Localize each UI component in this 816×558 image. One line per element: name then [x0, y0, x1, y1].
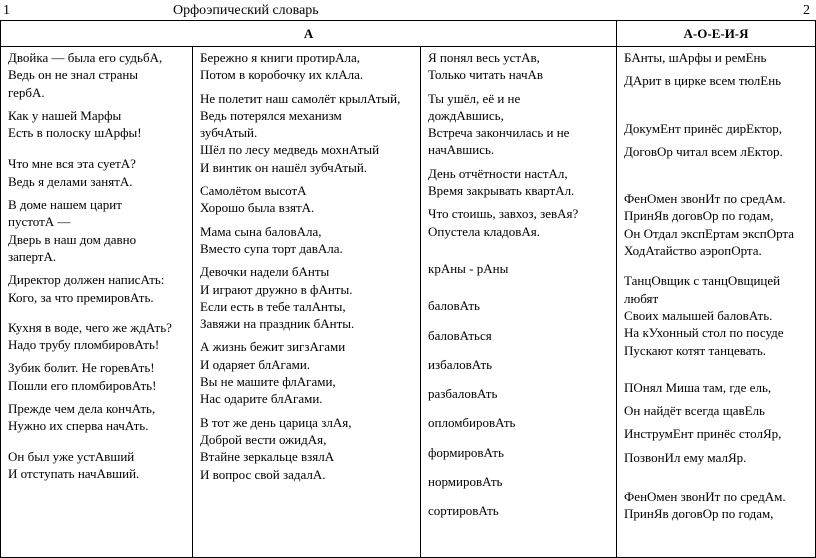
verse-line: Втайне зеркальце взялА — [200, 449, 335, 465]
verse-block — [8, 359, 192, 394]
verse-line: Есть в полоску шАрфы! — [8, 125, 142, 141]
verse-block — [624, 120, 815, 137]
verse-block — [624, 425, 815, 442]
verse-line: ТанцОвщик с танцОвщицей — [624, 273, 781, 289]
verse-block — [624, 143, 815, 160]
verse-line: Пускают котят танцевать. — [624, 342, 767, 358]
verse-line: избаловАть — [428, 356, 493, 372]
verse-line: ДокумЕнт принёс дирЕктор, — [624, 120, 782, 136]
verse-line: разбаловАть — [428, 386, 498, 402]
verse-block — [8, 196, 192, 265]
verse-block — [428, 90, 616, 159]
verse-block — [200, 414, 420, 483]
verse-line: Встреча закончилась и не — [428, 125, 570, 141]
verse-line: И играют дружно в фАнты. — [200, 281, 353, 297]
verse-line: Он Отдал экспЕртам экспОрта — [624, 225, 795, 241]
verse-line: Время закрывать квартАл. — [428, 183, 575, 199]
verse-line: ДАрит в цирке всем тюлЕнь — [624, 73, 782, 89]
verse-line: запертА. — [8, 248, 57, 264]
verse-line: ИнструмЕнт принёс столЯр, — [624, 426, 782, 442]
table-cell-col-2 — [193, 47, 421, 558]
verse-line: Кого, за что премировАть. — [8, 289, 154, 305]
column-3 — [428, 47, 616, 557]
verse-line: пустотА — — [8, 214, 71, 230]
verse-block — [428, 385, 616, 402]
verse-block — [200, 338, 420, 407]
verse-line: гербА. — [8, 84, 45, 100]
verse-line: Только читать начАв — [428, 67, 544, 83]
verse-line: В тот же день царица злАя, — [200, 414, 352, 430]
verse-block — [428, 260, 616, 277]
verse-line: дождАвшись, — [428, 107, 504, 123]
verse-line: формировАть — [428, 444, 504, 460]
verse-line: ФенОмен звонИт по средАм. — [624, 489, 786, 505]
page-number-right: 2 — [803, 3, 810, 18]
verse-line: Как у нашей Марфы — [8, 107, 122, 123]
verse-line: Я понял весь устАв, — [428, 50, 540, 65]
document-title: Орфоэпический словарь — [173, 3, 319, 18]
verse-block — [8, 155, 192, 190]
verse-line: Ведь я делами занятА. — [8, 173, 133, 189]
verse-line: Хорошо была взятА. — [200, 200, 315, 216]
verse-line: начАвшись. — [428, 142, 495, 158]
column-1 — [8, 47, 192, 557]
verse-line: Нас одарите блАгами. — [200, 391, 323, 407]
verse-line: И винтик он нашёл зубчАтый. — [200, 159, 368, 175]
verse-block — [428, 165, 616, 200]
verse-line: Он был уже устАвший — [8, 448, 135, 464]
verse-line: Шёл по лесу медведь мохнАтый — [200, 142, 380, 158]
verse-line: Мама сына баловАла, — [200, 223, 322, 239]
verse-block — [200, 49, 420, 84]
verse-line: Двойка — была его судьбА, — [8, 50, 163, 65]
verse-block — [8, 271, 192, 306]
verse-line: И вопрос свой задалА. — [200, 466, 326, 482]
verse-line: Ведь он не знал страны — [8, 67, 139, 83]
verse-line: Ведь потерялся механизм — [200, 107, 342, 123]
verse-block — [624, 449, 815, 466]
table-cell-col-1 — [1, 47, 193, 558]
verse-block — [624, 49, 815, 66]
verse-line: Нужно их сперва начАть. — [8, 418, 149, 434]
verse-block — [428, 502, 616, 519]
verse-line: И одаряет блАгами. — [200, 356, 311, 372]
verse-line: Надо трубу пломбировАть! — [8, 337, 160, 353]
verse-block — [428, 473, 616, 490]
verse-line: Бережно я книги протирАла, — [200, 50, 361, 65]
verse-line: Зубик болит. Не горевАть! — [8, 360, 155, 376]
verse-block — [200, 223, 420, 258]
table-header-a: А — [1, 21, 617, 47]
verse-block — [428, 49, 616, 84]
verse-line: Вместо супа торт давАла. — [200, 240, 343, 256]
verse-line: На кУхонный стол по посуде — [624, 325, 784, 341]
verse-block — [8, 107, 192, 142]
verse-block — [624, 488, 815, 523]
verse-line: Дверь в наш дом давно — [8, 231, 137, 247]
verse-block — [8, 400, 192, 435]
verse-line: крАны - рАны — [428, 260, 509, 276]
verse-line: Директор должен написАть: — [8, 272, 165, 288]
verse-block — [624, 379, 815, 396]
verse-line: нормировАть — [428, 474, 503, 490]
verse-line: Опустела кладовАя. — [428, 223, 541, 239]
table-cell-col-3 — [421, 47, 617, 558]
verse-line: Если есть в тебе талАнты, — [200, 298, 346, 314]
page-number-left: 1 — [3, 3, 10, 18]
verse-block — [428, 444, 616, 461]
verse-block — [428, 356, 616, 373]
verse-block — [200, 263, 420, 332]
verse-block — [8, 49, 192, 101]
verse-line: ФенОмен звонИт по средАм. — [624, 191, 786, 207]
verse-line: опломбировАть — [428, 415, 516, 431]
table-body-row — [1, 47, 816, 558]
verse-line: ХодАтайство аэропОрта. — [624, 243, 762, 259]
verse-line: Девочки надели бАнты — [200, 264, 330, 280]
verse-block — [624, 190, 815, 259]
verse-line: ПринЯв договОр по годам, — [624, 506, 774, 522]
verse-block — [624, 72, 815, 89]
verse-line: Завяжи на праздник бАнты. — [200, 316, 355, 332]
verse-line: БАнты, шАрфы и ремЕнь — [624, 50, 767, 65]
verse-block — [428, 414, 616, 431]
verse-line: любят — [624, 290, 659, 306]
verse-line: Самолётом высотА — [200, 183, 307, 199]
verse-line: День отчётности настАл, — [428, 165, 568, 181]
verse-line: Вы не машите флАгами, — [200, 374, 336, 390]
verse-line: ПринЯв договОр по годам, — [624, 208, 774, 224]
table-header-row — [1, 21, 816, 47]
column-4 — [624, 47, 815, 557]
verse-block — [624, 272, 815, 358]
verse-line: Не полетит наш самолёт крылАтый, — [200, 90, 401, 106]
verse-block — [428, 297, 616, 314]
verse-line: И отступать начАвший. — [8, 465, 140, 481]
verse-line: зубчАтый. — [200, 125, 258, 141]
verse-line: Что стоишь, завхоз, зевАя? — [428, 206, 579, 222]
verse-line: ПОнял Миша там, где ель, — [624, 379, 772, 395]
verse-line: баловАться — [428, 327, 492, 343]
verse-line: Прежде чем дела кончАть, — [8, 401, 156, 417]
verse-line: А жизнь бежит зигзАгами — [200, 339, 346, 355]
verse-block — [428, 327, 616, 344]
dictionary-table — [0, 20, 816, 558]
verse-line: ПозвонИл ему малЯр. — [624, 449, 747, 465]
table-header-aoeiya: А-О-Е-И-Я — [617, 21, 816, 47]
verse-line: сортировАть — [428, 503, 499, 519]
table-cell-col-4 — [617, 47, 816, 558]
verse-block — [624, 402, 815, 419]
verse-block — [200, 90, 420, 176]
verse-block — [8, 448, 192, 483]
verse-line: Пошли его пломбировАть! — [8, 377, 157, 393]
verse-line: Доброй вести ожидАя, — [200, 431, 327, 447]
verse-line: баловАть — [428, 298, 480, 314]
verse-line: Кухня в воде, чего же ждАть? — [8, 319, 172, 335]
verse-line: Ты ушёл, её и не — [428, 90, 521, 106]
verse-line: Что мне вся эта суетА? — [8, 156, 136, 172]
verse-block — [200, 182, 420, 217]
verse-line: Своих малышей баловАть. — [624, 307, 773, 323]
verse-line: ДоговОр читал всем лЕктор. — [624, 143, 783, 159]
page-header — [0, 0, 816, 22]
verse-block — [428, 205, 616, 240]
verse-line: Он найдёт всегда щавЕль — [624, 403, 765, 419]
verse-block — [8, 319, 192, 354]
column-2 — [200, 47, 420, 557]
verse-line: Потом в коробочку их клАла. — [200, 67, 364, 83]
verse-line: В доме нашем царит — [8, 197, 122, 213]
